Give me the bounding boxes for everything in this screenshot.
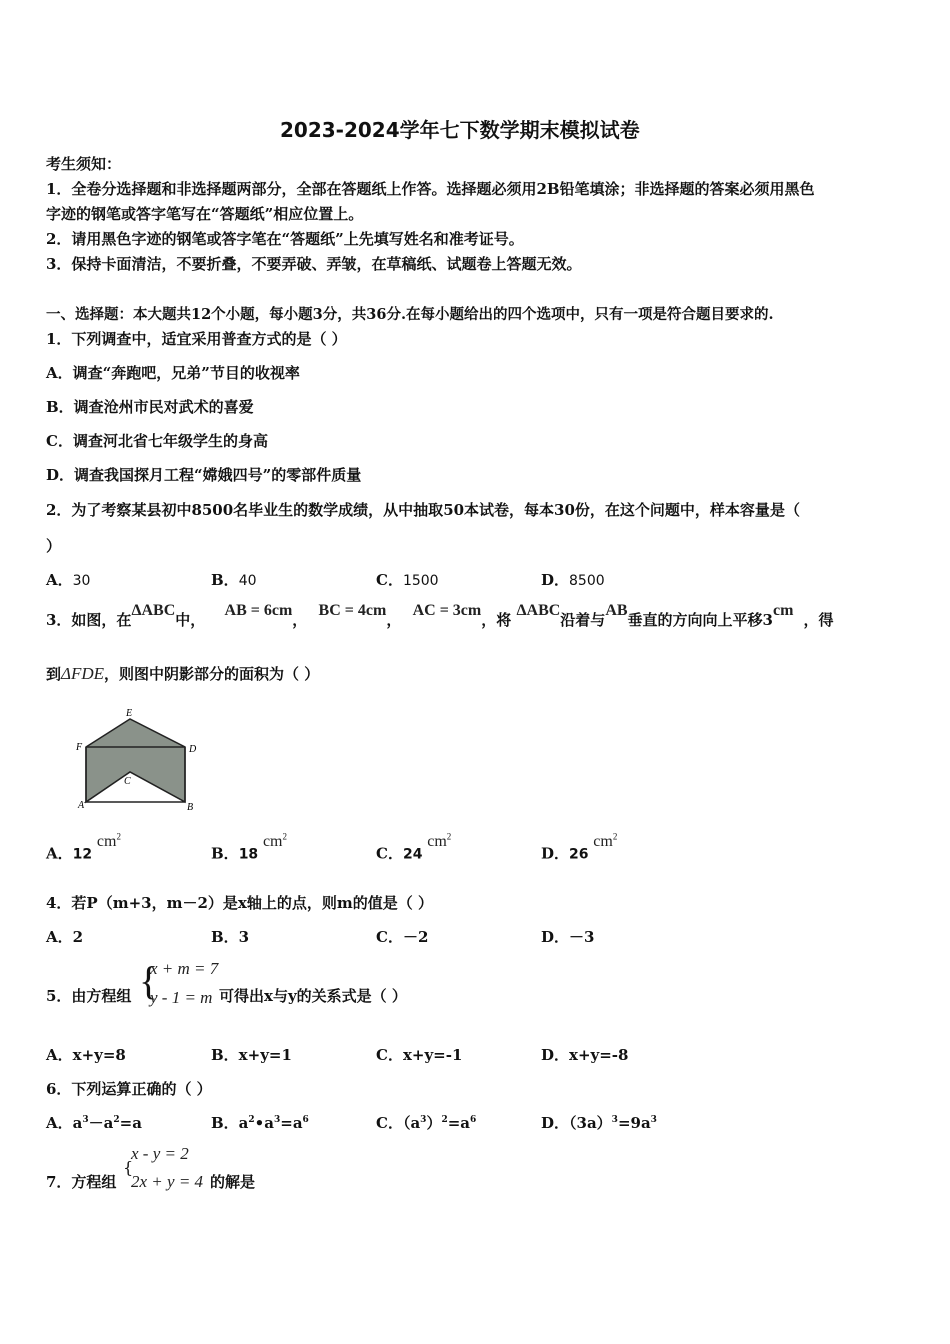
question-3-option-d: D．26 $cm^2$ (541, 832, 618, 863)
question-4-option-b: B．3 (211, 928, 250, 946)
question-4-option-a: A．2 (46, 928, 84, 946)
question-6-option-a: A．$a^3-a^2=a$ (46, 1114, 142, 1132)
question-5-option-b: B．x+y=1 (211, 1046, 292, 1064)
brace-symbol: { (123, 1158, 134, 1177)
question-1-option-a: A．调查“奔跑吧，兄弟”节目的收视率 (46, 364, 300, 382)
question-7-prefix: 7．方程组 (46, 1173, 117, 1191)
notice-item: 3．保持卡面清洁，不要折叠，不要弄破、弄皱，在草稿纸、试题卷上答题无效。 (46, 255, 582, 273)
label-d: D (189, 744, 197, 755)
question-3-option-a: A．12 $cm^2$ (46, 832, 121, 863)
notice-item: 1．全卷分选择题和非选择题两部分，全部在答题纸上作答。选择题必须用2B铅笔填涂；非选择题的答案必须用黑色 (46, 180, 815, 198)
question-5-option-c: C．x+y=-1 (376, 1046, 463, 1064)
question-2-stem: 2．为了考察某县初中8500名毕业生的数学成绩，从中抽取50本试卷，每本30份，在这个问题中，样本容量是（ (46, 501, 800, 519)
notice-item: 2．请用黑色字迹的钢笔或答字笔在“答题纸”上先填写姓名和准考证号。 (46, 230, 524, 248)
question-5-option-d: D．x+y=-8 (541, 1046, 629, 1064)
question-7-suffix: 的解是 (210, 1173, 256, 1191)
question-2-stem-end: ） (46, 537, 62, 555)
question-5-eq1: x + m = 7 (150, 959, 219, 978)
brace-symbol: { (139, 958, 159, 1003)
question-4-option-d: D．－3 (541, 928, 595, 946)
question-4-stem: 4．若P（m+3，m－2）是x轴上的点，则m的值是（ ） (46, 894, 433, 912)
label-b: B (187, 802, 194, 813)
question-2-option-b: B．40 (211, 571, 257, 589)
notice-heading: 考生须知： (46, 155, 122, 173)
question-3-stem: 3．如图，在ΔABC中， AB = 6cm， BC = 4cm， AC = 3cm，将 ΔABC沿着与AB垂直的方向向上平移3cm，得 (46, 602, 834, 629)
question-4-option-c: C．－2 (376, 928, 429, 946)
question-5-option-a: A．x+y=8 (46, 1046, 126, 1064)
question-3-option-b: B．18 $cm^2$ (211, 832, 287, 863)
question-3-option-c: C．24 $cm^2$ (376, 832, 452, 863)
question-1-stem: 1．下列调查中，适宜采用普查方式的是（ ） (46, 330, 347, 348)
question-6-option-d: D．$(3a)^3=9a^3$ (541, 1114, 657, 1132)
question-2-option-a: A．30 (46, 571, 91, 589)
question-1-option-c: C．调查河北省七年级学生的身高 (46, 432, 268, 450)
question-7-eq1: x - y = 2 (131, 1144, 189, 1163)
label-e: E (126, 708, 133, 719)
question-5-prefix: 5．由方程组 (46, 987, 132, 1005)
question-6-option-b: B．$a^2•a^3=a^6$ (211, 1114, 309, 1132)
question-5-eq2: y - 1 = m (150, 988, 213, 1007)
question-2-option-c: C．1500 (376, 571, 439, 589)
label-a: A (78, 800, 85, 811)
question-5-suffix: 可得出x与y的关系式是（ ） (219, 987, 407, 1005)
question-1-option-d: D．调查我国探月工程“嫦娥四号”的零部件质量 (46, 466, 362, 484)
question-2-option-d: D．8500 (541, 571, 605, 589)
notice-item: 字迹的钢笔或答字笔写在“答题纸”相应位置上。 (46, 205, 364, 223)
question-6-stem: 6．下列运算正确的（ ） (46, 1080, 212, 1098)
label-c: C (124, 776, 131, 787)
label-f: F (76, 742, 83, 753)
section-heading: 一、选择题：本大题共12个小题，每小题3分，共36分.在每小题给出的四个选项中，只有一项是符合题目要求的. (46, 306, 774, 323)
question-7-eq2: 2x + y = 4 (131, 1172, 204, 1191)
triangle-translation-figure (70, 700, 210, 820)
question-6-option-c: C．$(a^3)^2=a^6$ (376, 1114, 477, 1132)
page-title: 2023-2024学年七下数学期末模拟试卷 (280, 118, 640, 142)
question-3-stem-line2: 到ΔFDE，则图中阴影部分的面积为（ ） (46, 664, 320, 683)
question-1-option-b: B．调查沧州市民对武术的喜爱 (46, 398, 254, 416)
